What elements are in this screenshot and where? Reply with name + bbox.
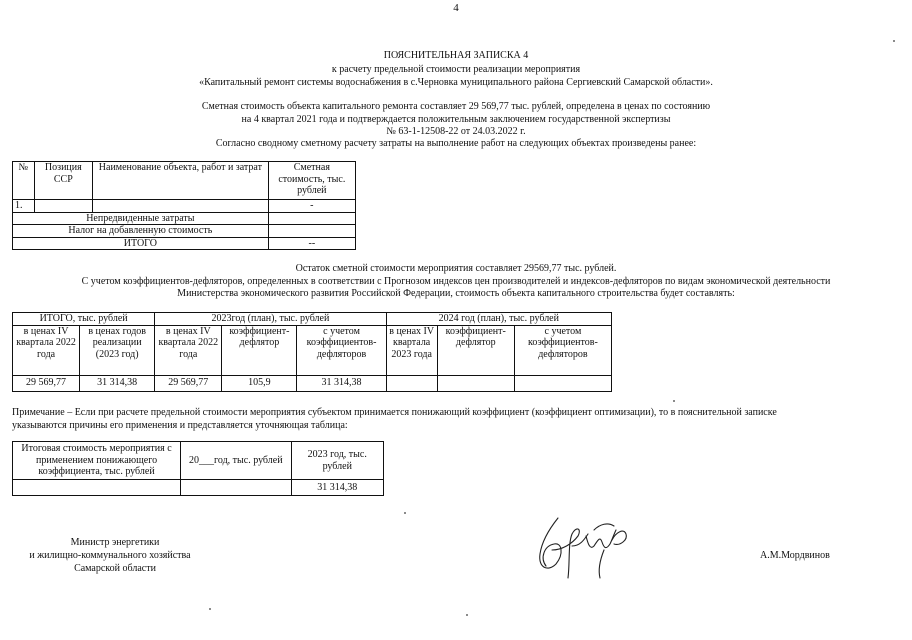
note-line-2: указываются причины его применения и представляется уточняющая таблица: — [12, 420, 348, 431]
table-cell: 29 569,77 — [13, 375, 80, 391]
table-cell: 29 569,77 — [155, 375, 222, 391]
optimization-table — [12, 441, 384, 496]
table-cell: - — [268, 200, 355, 213]
intro-line-3: № 63-1-12508-22 от 24.03.2022 г. — [386, 126, 526, 137]
vat-value — [268, 225, 355, 238]
table-cell — [437, 375, 514, 391]
col-header: в ценах IV квартала 2023 года — [386, 325, 437, 375]
col-header: в ценах годов реализации (2023 год) — [80, 325, 155, 375]
scan-speck — [893, 40, 895, 42]
year-20-value — [181, 480, 291, 496]
year-2023-value: 31 314,38 — [291, 480, 384, 496]
table-cell — [514, 375, 611, 391]
document-title: ПОЯСНИТЕЛЬНАЯ ЗАПИСКА 4 — [383, 50, 529, 61]
group-2023-header: 2023год (план), тыс. рублей — [155, 313, 386, 326]
col-name-header: Наименование объекта, работ и затрат — [93, 162, 269, 200]
group-total-header: ИТОГО, тыс. рублей — [13, 313, 155, 326]
col-cost-header: Сметная стоимость, тыс. рублей — [268, 162, 355, 200]
table-cell — [93, 200, 269, 213]
signer-position-3: Самарской области — [74, 563, 156, 574]
remainder-line-2: С учетом коэффициентов-дефляторов, определенных в соответствии с Прогнозом индексов цен производителей и индексов-дефляторов по видам экономической деятельности — [81, 276, 831, 287]
note-line-1: Примечание – Если при расчете предельной стоимости мероприятия субъектом принимается понижающий коэффициент (коэффициент оптимизации), то в пояснительной записке — [12, 407, 777, 418]
signer-position-1: Министр энергетики — [70, 537, 160, 548]
col-header: в ценах IV квартала 2022 года — [155, 325, 222, 375]
intro-line-2: на 4 квартал 2021 года и подтверждается положительным заключением государственной экспертизы — [241, 114, 671, 125]
remainder-line-3: Министерства экономического развития Российской Федерации, стоимость объекта капитального строительства будет составлять: — [177, 288, 735, 299]
col-header: коэффициент-дефлятор — [437, 325, 514, 375]
total-label: ИТОГО — [13, 237, 269, 250]
col-header: в ценах IV квартала 2022 года — [13, 325, 80, 375]
final-cost-value — [13, 480, 181, 496]
unforeseen-label: Непредвиденные затраты — [13, 212, 269, 225]
total-value: -- — [268, 237, 355, 250]
table-cell — [386, 375, 437, 391]
year-20-header: 20___год, тыс. рублей — [181, 442, 291, 480]
document-subtitle: к расчету предельной стоимости реализации мероприятия — [331, 64, 581, 75]
signer-position-2: и жилищно-коммунального хозяйства — [29, 550, 191, 561]
project-name: «Капитальный ремонт системы водоснабжения в с.Черновка муниципального района Сергиевский Самарской области». — [199, 77, 713, 88]
final-cost-header: Итоговая стоимость мероприятия с применением понижающего коэффициента, тыс. рублей — [13, 442, 181, 480]
col-header: с учетом коэффициентов-дефляторов — [514, 325, 611, 375]
handwritten-signature — [528, 510, 638, 588]
table-cell: 1. — [13, 200, 35, 213]
year-2023-header: 2023 год, тыс. рублей — [291, 442, 384, 480]
deflator-table — [12, 312, 612, 392]
intro-line-4: Согласно сводному сметному расчету затраты на выполнение работ на следующих объектах произведены ранее: — [215, 138, 697, 149]
table-cell: 105,9 — [222, 375, 297, 391]
table-cell: 31 314,38 — [297, 375, 386, 391]
group-2024-header: 2024 год (план), тыс. рублей — [386, 313, 611, 326]
table-cell — [34, 200, 93, 213]
scan-speck — [209, 608, 211, 610]
scan-speck — [404, 512, 406, 514]
table-cell: 31 314,38 — [80, 375, 155, 391]
unforeseen-value — [268, 212, 355, 225]
col-header: коэффициент-дефлятор — [222, 325, 297, 375]
scan-speck — [673, 400, 675, 402]
col-position-header: Позиция ССР — [34, 162, 93, 200]
intro-line-1: Сметная стоимость объекта капитального ремонта составляет 29 569,77 тыс. рублей, определена в ценах по состоянию — [201, 101, 711, 112]
remainder-line-1: Остаток сметной стоимости мероприятия составляет 29569,77 тыс. рублей. — [295, 263, 617, 274]
scan-speck — [466, 614, 468, 616]
signer-name: А.М.Мордвинов — [760, 550, 830, 561]
vat-label: Налог на добавленную стоимость — [13, 225, 269, 238]
ssr-table — [12, 161, 356, 250]
page-number: 4 — [453, 2, 459, 14]
col-number-header: № — [13, 162, 35, 200]
col-header: с учетом коэффициентов-дефляторов — [297, 325, 386, 375]
